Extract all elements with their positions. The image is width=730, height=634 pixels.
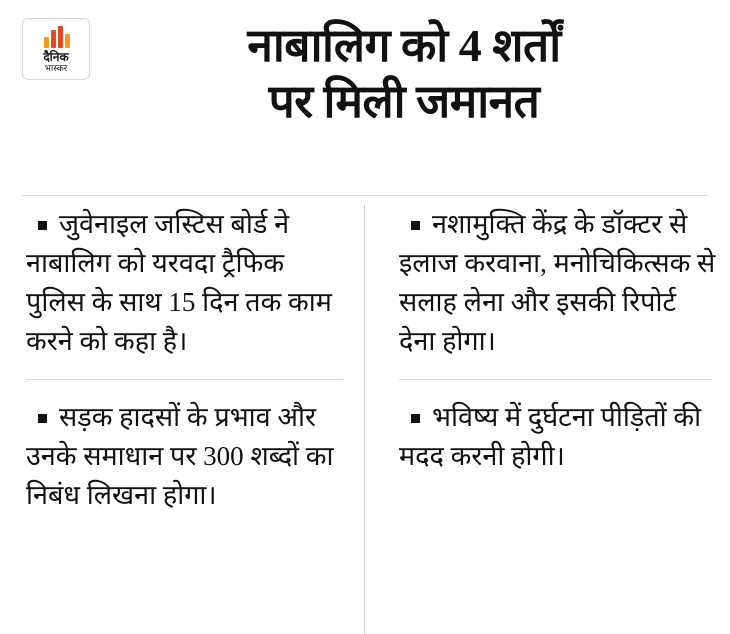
list-item-text: सड़क हादसों के प्रभाव और उनके समाधान पर 300 शब्दों का निबंध लिखना होगा। [26,402,334,510]
list-item [399,398,716,476]
column-divider [364,205,365,634]
page-title [90,18,708,130]
bhaskar-bars-logo-icon [43,26,69,48]
brand-logo [22,18,90,80]
list-item-text: भविष्य में दुर्घटना पीड़ितों की मदद करनी होगी। [399,402,702,471]
brand-name-line1: दैनिक [43,50,69,64]
left-column [0,205,365,634]
brand-name-line2: भास्कर [44,63,68,73]
card-header [0,0,730,130]
list-separator [26,379,343,380]
list-item [26,398,347,515]
bullet-square-icon [38,414,47,423]
bullet-square-icon [38,221,47,230]
headline-line-2: पर मिली जमानत [268,76,540,127]
list-item [26,205,347,361]
headline-line-1: नाबालिग को 4 शर्तों [247,20,561,71]
header-divider [22,195,708,196]
bullet-square-icon [411,221,420,230]
right-column [365,205,730,634]
bullet-columns [0,205,730,634]
list-item-text: जुवेनाइल जस्टिस बोर्ड ने नाबालिग को यरवदा ट्रैफिक पुलिस के साथ 15 दिन तक काम करने को कहा है। [26,209,332,356]
list-item-text: नशामुक्ति केंद्र के डॉक्टर से इलाज करवाना, मनोचिकित्सक से सलाह लेना और इसकी रिपोर्ट देना होगा। [399,209,716,356]
bullet-square-icon [411,414,420,423]
list-item [399,205,716,361]
list-separator [399,379,712,380]
